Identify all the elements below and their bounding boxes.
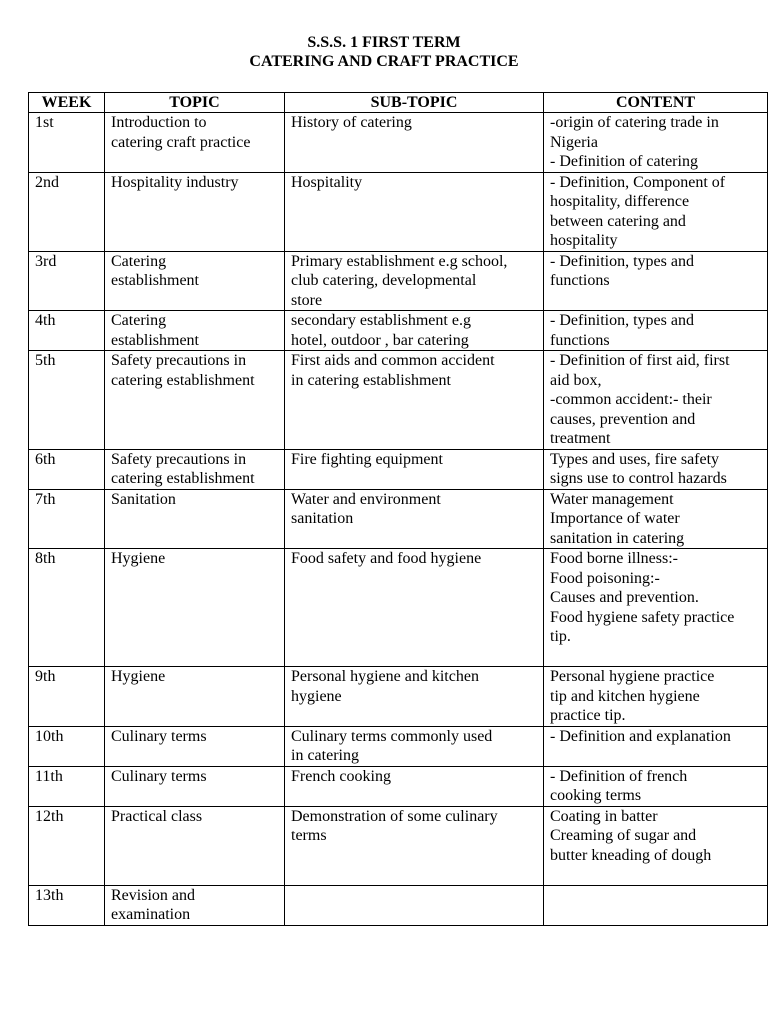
- table-row: [29, 667, 768, 727]
- topic-cell: [105, 549, 285, 667]
- topic-cell-line: Safety precautions in: [111, 450, 247, 468]
- table-body: [29, 113, 768, 926]
- content-cell-line: Personal hygiene practice: [550, 668, 715, 685]
- content-cell-line: - Definition, Component of: [550, 173, 726, 191]
- content-cell: [544, 351, 768, 450]
- content-cell-line: Types and uses, fire safety: [550, 450, 720, 468]
- topic-cell-line: catering craft practice: [111, 133, 251, 151]
- week-cell: 1st: [29, 113, 105, 173]
- table-row: [29, 489, 768, 549]
- subtopic-cell: [285, 251, 544, 311]
- table-row: [29, 251, 768, 311]
- subtopic-cell-line: Culinary terms commonly used: [291, 727, 493, 745]
- subtopic-cell-line: French cooking: [291, 767, 391, 785]
- week-cell: 12th: [29, 806, 105, 885]
- content-cell-line: Food hygiene safety practice: [550, 608, 735, 626]
- content-cell-line: Food poisoning:-: [550, 569, 660, 587]
- scheme-of-work-table: [28, 92, 768, 926]
- week-cell: 4th: [29, 311, 105, 351]
- topic-cell-line: establishment: [111, 331, 199, 349]
- content-cell-line: - Definition of catering: [550, 153, 698, 170]
- subtopic-cell: [285, 549, 544, 667]
- week-cell: 9th: [29, 667, 105, 727]
- subtopic-cell: [285, 726, 544, 766]
- subtopic-cell-line: Hospitality: [291, 173, 363, 191]
- week-cell: 11th: [29, 766, 105, 806]
- table-row: [29, 449, 768, 489]
- content-cell-line: Coating in batter: [550, 807, 658, 825]
- content-cell-line: Water management: [550, 490, 674, 508]
- topic-cell: [105, 351, 285, 450]
- topic-cell: [105, 766, 285, 806]
- topic-cell-line: Revision and: [111, 886, 195, 904]
- subtopic-cell-line: Food safety and food hygiene: [291, 550, 482, 567]
- subtopic-cell-line: hygiene: [291, 687, 342, 705]
- column-header-content: CONTENT: [544, 93, 768, 113]
- topic-cell: [105, 449, 285, 489]
- content-cell-line: Nigeria: [550, 133, 598, 151]
- subtopic-cell: [285, 351, 544, 450]
- content-cell: [544, 172, 768, 251]
- subtopic-cell-line: sanitation: [291, 510, 354, 527]
- topic-cell-line: catering establishment: [111, 371, 255, 389]
- content-cell-line: Importance of water: [550, 510, 680, 527]
- topic-cell-line: Introduction to: [111, 114, 207, 131]
- subtopic-cell: [285, 449, 544, 489]
- content-cell: [544, 667, 768, 727]
- subtopic-cell-line: Primary establishment e.g school,: [291, 252, 508, 270]
- content-cell-line: hospitality, difference: [550, 193, 690, 210]
- topic-cell-line: Hygiene: [111, 668, 166, 685]
- content-cell: [544, 311, 768, 351]
- week-cell: 13th: [29, 885, 105, 925]
- title-line-2: CATERING AND CRAFT PRACTICE: [249, 53, 519, 70]
- topic-cell-line: Hospitality industry: [111, 173, 239, 191]
- week-cell: 8th: [29, 549, 105, 667]
- content-cell: [544, 489, 768, 549]
- table-row: [29, 113, 768, 173]
- subtopic-cell-line: Demonstration of some culinary: [291, 807, 498, 825]
- topic-cell: [105, 726, 285, 766]
- subtopic-cell-line: Fire fighting equipment: [291, 450, 443, 468]
- table-row: [29, 806, 768, 885]
- subtopic-cell-line: hotel, outdoor , bar catering: [291, 331, 469, 349]
- content-cell-line: sanitation in catering: [550, 529, 685, 547]
- content-cell: [544, 113, 768, 173]
- topic-cell-line: Catering: [111, 252, 167, 270]
- subtopic-cell: [285, 885, 544, 925]
- week-cell: 10th: [29, 726, 105, 766]
- table-row: [29, 549, 768, 667]
- subtopic-cell-line: First aids and common accident: [291, 352, 495, 369]
- content-cell-line: Causes and prevention.: [550, 589, 699, 606]
- topic-cell: [105, 311, 285, 351]
- subtopic-cell-line: secondary establishment e.g: [291, 312, 471, 329]
- subtopic-cell-line: Water and environment: [291, 490, 441, 508]
- topic-cell: [105, 489, 285, 549]
- content-cell-line: functions: [550, 331, 610, 349]
- content-cell: [544, 251, 768, 311]
- content-cell-line: practice tip.: [550, 707, 626, 724]
- topic-cell: [105, 885, 285, 925]
- content-cell-line: aid box,: [550, 371, 602, 389]
- subtopic-cell-line: History of catering: [291, 114, 412, 131]
- subtopic-cell: [285, 113, 544, 173]
- content-cell-line: -common accident:- their: [550, 391, 712, 408]
- content-cell-line: signs use to control hazards: [550, 470, 727, 487]
- subtopic-cell: [285, 311, 544, 351]
- topic-cell: [105, 667, 285, 727]
- content-cell-line: -origin of catering trade in: [550, 114, 719, 131]
- content-cell: [544, 806, 768, 885]
- content-cell-line: tip and kitchen hygiene: [550, 687, 700, 705]
- topic-cell-line: Hygiene: [111, 550, 166, 567]
- column-header-topic: TOPIC: [105, 93, 285, 113]
- topic-cell: [105, 251, 285, 311]
- subtopic-cell: [285, 172, 544, 251]
- content-cell: [544, 885, 768, 925]
- column-header-week: WEEK: [29, 93, 105, 113]
- subtopic-cell-line: in catering: [291, 747, 359, 764]
- content-cell: [544, 766, 768, 806]
- content-cell-line: causes, prevention and: [550, 410, 696, 428]
- week-cell: 3rd: [29, 251, 105, 311]
- week-cell: 5th: [29, 351, 105, 450]
- topic-cell-line: Practical class: [111, 807, 203, 825]
- week-cell: 7th: [29, 489, 105, 549]
- topic-cell: [105, 172, 285, 251]
- subtopic-cell-line: store: [291, 291, 323, 309]
- content-cell-line: treatment: [550, 430, 611, 447]
- table-row: [29, 351, 768, 450]
- subtopic-cell: [285, 806, 544, 885]
- content-cell-line: cooking terms: [550, 787, 642, 804]
- topic-cell-line: Culinary terms: [111, 767, 207, 785]
- content-cell-line: hospitality: [550, 232, 618, 249]
- content-cell-line: functions: [550, 272, 610, 289]
- table-header-row: [29, 93, 768, 113]
- topic-cell-line: catering establishment: [111, 470, 255, 487]
- content-cell: [544, 726, 768, 766]
- topic-cell: [105, 806, 285, 885]
- column-header-subtopic: SUB-TOPIC: [285, 93, 544, 113]
- subtopic-cell: [285, 667, 544, 727]
- content-cell-line: - Definition of french: [550, 767, 688, 785]
- content-cell: [544, 549, 768, 667]
- content-cell-line: between catering and: [550, 212, 686, 230]
- subtopic-cell-line: in catering establishment: [291, 371, 451, 389]
- table-row: [29, 885, 768, 925]
- content-cell-line: Creaming of sugar and: [550, 827, 697, 844]
- content-cell-line: tip.: [550, 628, 571, 645]
- content-cell-line: - Definition and explanation: [550, 727, 731, 745]
- topic-cell-line: Culinary terms: [111, 727, 207, 745]
- week-cell: 6th: [29, 449, 105, 489]
- content-cell-line: butter kneading of dough: [550, 846, 712, 864]
- content-cell-line: - Definition, types and: [550, 312, 694, 329]
- topic-cell-line: Catering: [111, 312, 167, 329]
- subtopic-cell-line: terms: [291, 827, 327, 844]
- table-row: [29, 311, 768, 351]
- subtopic-cell: [285, 489, 544, 549]
- subtopic-cell: [285, 766, 544, 806]
- content-cell-line: Food borne illness:-: [550, 550, 678, 567]
- topic-cell: [105, 113, 285, 173]
- title-line-1: S.S.S. 1 FIRST TERM: [307, 34, 461, 51]
- table-row: [29, 172, 768, 251]
- content-cell-line: - Definition of first aid, first: [550, 352, 730, 369]
- topic-cell-line: establishment: [111, 272, 199, 289]
- subtopic-cell-line: Personal hygiene and kitchen: [291, 668, 479, 685]
- topic-cell-line: Sanitation: [111, 490, 176, 508]
- week-cell: 2nd: [29, 172, 105, 251]
- table-row: [29, 726, 768, 766]
- content-cell-line: - Definition, types and: [550, 252, 694, 270]
- content-cell: [544, 449, 768, 489]
- topic-cell-line: examination: [111, 906, 191, 923]
- topic-cell-line: Safety precautions in: [111, 352, 247, 369]
- document-title: [0, 33, 768, 71]
- subtopic-cell-line: club catering, developmental: [291, 272, 477, 289]
- table-row: [29, 766, 768, 806]
